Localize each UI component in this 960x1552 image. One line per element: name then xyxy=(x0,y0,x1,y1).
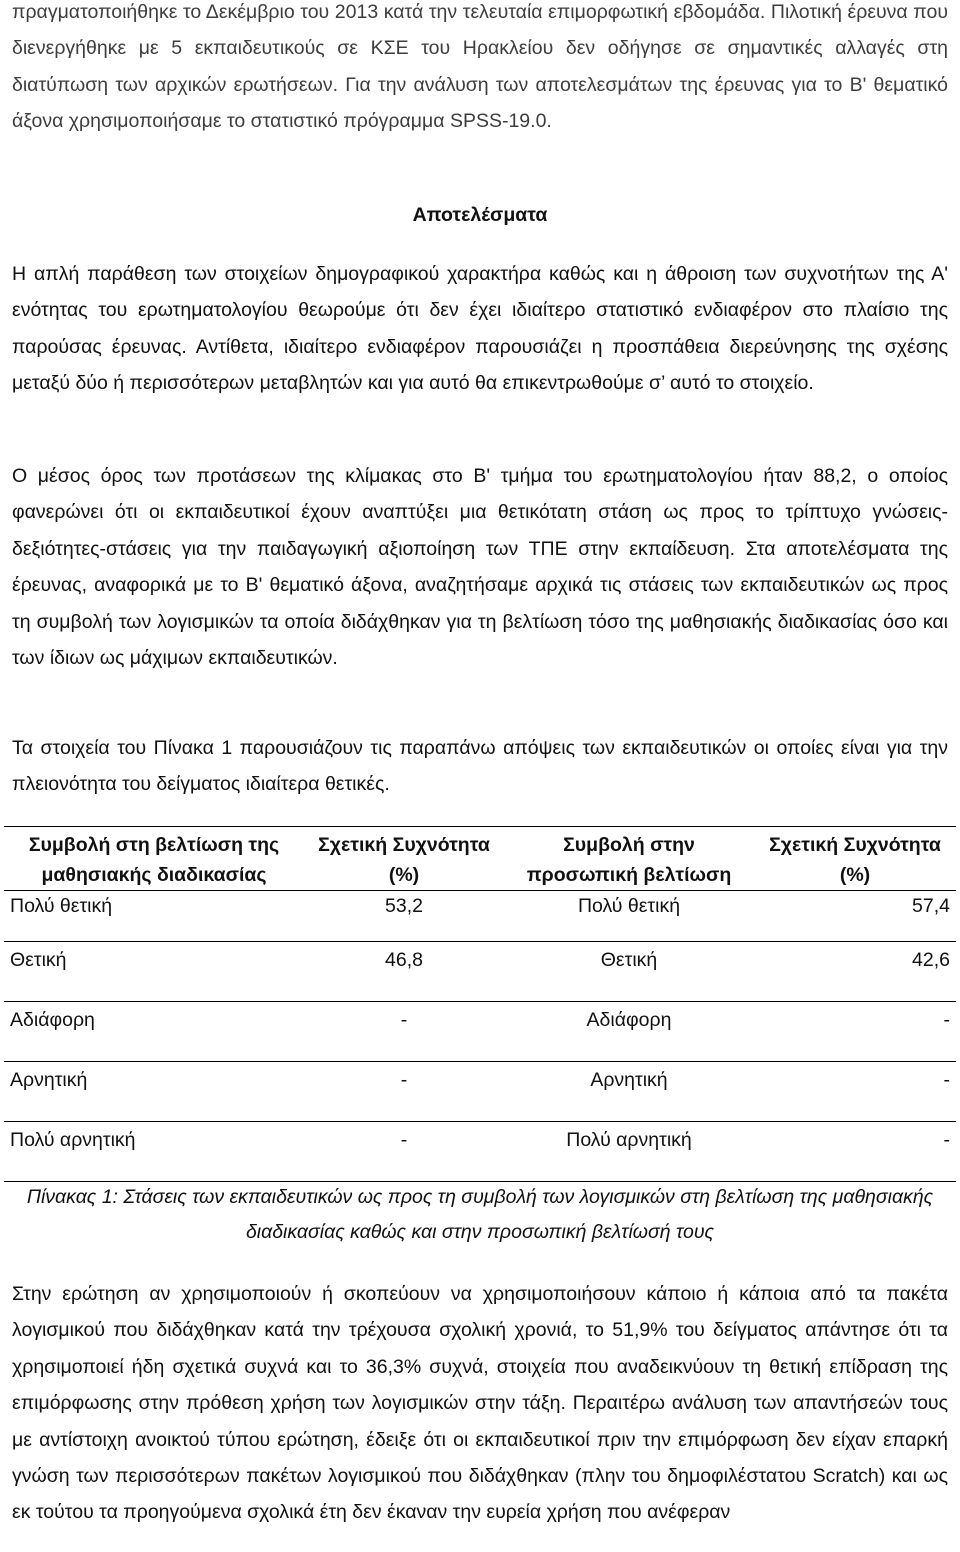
table-cell: - xyxy=(304,1062,504,1122)
table-row xyxy=(4,891,956,942)
table-cell: - xyxy=(304,1122,504,1182)
table-header-cell: Σχετική Συχνότητα (%) xyxy=(754,827,956,891)
table-header-cell: Σχετική Συχνότητα (%) xyxy=(304,827,504,891)
table-cell: Αδιάφορη xyxy=(504,1002,754,1062)
table-cell: Πολύ αρνητική xyxy=(4,1122,304,1182)
results-paragraph-1: Η απλή παράθεση των στοιχείων δημογραφικού χαρακτήρα καθώς και η άθροιση των συχνοτήτων της Α' ενότητας του ερωτηματολογίου θεωρούμε ότι δεν έχει ιδιαίτερο στατιστικό ενδιαφέρον στο πλαίσιο της παρούσας έρευνας. Αντίθετα, ιδιαίτερο ενδιαφέρον παρουσιάζει η προσπάθεια διερεύνησης της σχέσης μεταξύ δύο ή περισσότερων μεταβλητών και για αυτό θα επικεντρωθούμε σ’ αυτό το στοιχείο. xyxy=(12,263,948,395)
table-cell: Πολύ θετική xyxy=(4,891,304,942)
results-paragraph-4: Στην ερώτηση αν χρησιμοποιούν ή σκοπεύουν να χρησιμοποιήσουν κάποιο ή κάποια από τα πακέτα λογισμικού που διδάχθηκαν κατά την τρέχουσα σχολική χρονιά, το 51,9% του δείγματος απάντησε ότι τα χρησιμοποιεί ήδη σχετικά συχνά και το 36,3% συχνά, στοιχεία που αναδεικνύουν τη θετική επίδραση της επιμόρφωσης στην πρόθεση χρήση των λογισμικών στην τάξη. Περαιτέρω ανάλυση των απαντήσεών τους με αντίστοιχη ανοικτού τύπου ερώτηση, έδειξε ότι οι εκπαιδευτικοί πριν την επιμόρφωση δεν είχαν επαρκή γνώση των περισσότερων πακέτων λογισμικού που διδάχθηκαν (πλην του δημοφιλέστατου Scratch) και ως εκ τούτου τα προηγούμενα σχολικά έτη δεν έκαναν την ευρεία χρήση που ανέφεραν xyxy=(12,1283,948,1524)
table-cell: - xyxy=(754,1002,956,1062)
table-cell: - xyxy=(304,1002,504,1062)
table-cell: Θετική xyxy=(504,942,754,1002)
results-paragraph-2: Ο μέσος όρος των προτάσεων της κλίμακας στο Β' τμήμα του ερωτηματολογίου ήταν 88,2, ο οποίος φανερώνει ότι οι εκπαιδευτικοί έχουν αναπτύξει μια θετικότατη στάση ως προς το τρίπτυχο γνώσεις-δεξιότητες-στάσεις για την παιδαγωγική αξιοποίηση των ΤΠΕ στην εκπαίδευση. Στα αποτελέσματα της έρευνας, αναφορικά με το Β' θεματικό άξονα, αναζητήσαμε αρχικά τις στάσεις των εκπαιδευτικών ως προς τη συμβολή των λογισμικών τα οποία διδάχθηκαν για τη βελτίωση τόσο της μαθησιακής διαδικασίας όσο και των ίδιων ως μάχιμων εκπαιδευτικών. xyxy=(12,465,948,670)
table-cell: 53,2 xyxy=(304,891,504,942)
table-cell: Πολύ αρνητική xyxy=(504,1122,754,1182)
table-cell: - xyxy=(754,1122,956,1182)
table-cell: - xyxy=(754,1062,956,1122)
section-heading: Αποτελέσματα xyxy=(412,204,548,226)
results-paragraph-3: Τα στοιχεία του Πίνακα 1 παρουσιάζουν τις παραπάνω απόψεις των εκπαιδευτικών οι οποίες είναι για την πλειονότητα του δείγματος ιδιαίτερα θετικές. xyxy=(12,737,948,796)
table-row xyxy=(4,1002,956,1062)
results-table xyxy=(4,826,956,1182)
table-header-cell: Συμβολή στη βελτίωση της μαθησιακής διαδικασίας xyxy=(4,827,304,891)
table-caption: Πίνακας 1: Στάσεις των εκπαιδευτικών ως προς τη συμβολή των λογισμικών στη βελτίωση της μαθησιακής διαδικασίας καθώς και στην προσωπική βελτίωσή τους xyxy=(26,1186,934,1243)
table-row xyxy=(4,1062,956,1122)
table-cell: 57,4 xyxy=(754,891,956,942)
table-cell: Θετική xyxy=(4,942,304,1002)
table-cell: 42,6 xyxy=(754,942,956,1002)
table-cell: 46,8 xyxy=(304,942,504,1002)
table-cell: Αρνητική xyxy=(4,1062,304,1122)
table-cell: Αδιάφορη xyxy=(4,1002,304,1062)
intro-paragraph: πραγματοποιήθηκε το Δεκέμβριο του 2013 κατά την τελευταία επιμορφωτική εβδομάδα. Πιλοτική έρευνα που διενεργήθηκε με 5 εκπαιδευτικούς σε ΚΣΕ του Ηρακλείου δεν οδήγησε σε σημαντικές αλλαγές στη διατύπωση των αρχικών ερωτήσεων. Για την ανάλυση των αποτελεσμάτων της έρευνας για το Β' θεματικό άξονα χρησιμοποιήσαμε το στατιστικό πρόγραμμα SPSS-19.0. xyxy=(12,1,948,133)
table-row xyxy=(4,942,956,1002)
table-header-row xyxy=(4,827,956,891)
table-header-cell: Συμβολή στην προσωπική βελτίωση xyxy=(504,827,754,891)
table-cell: Αρνητική xyxy=(504,1062,754,1122)
table-row xyxy=(4,1122,956,1182)
table-cell: Πολύ θετική xyxy=(504,891,754,942)
